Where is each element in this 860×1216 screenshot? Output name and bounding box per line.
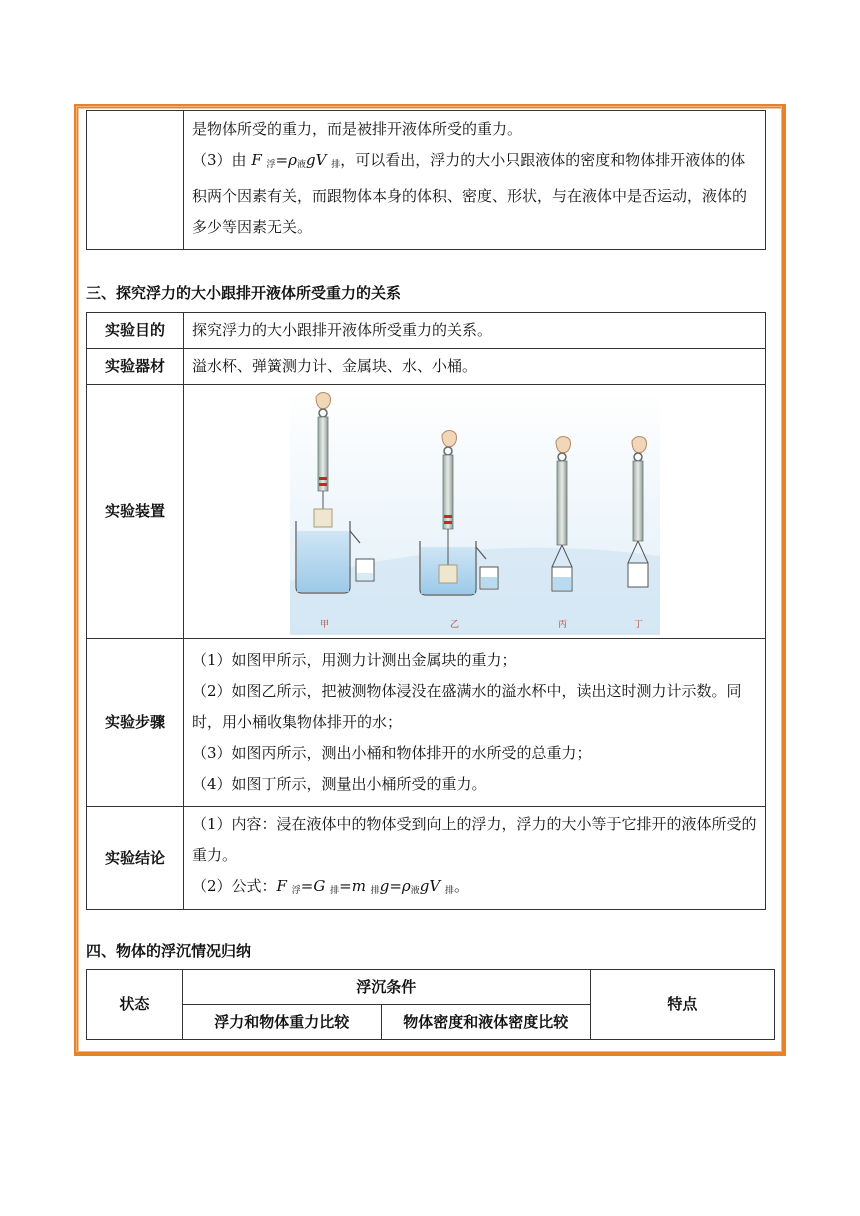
top-continuation-table <box>86 110 766 250</box>
hand-icon <box>442 430 457 447</box>
equipment-text: 溢水杯、弹簧测力计、金属块、水、小桶。 <box>184 349 766 385</box>
conclusion-label: 实验结论 <box>87 807 184 910</box>
state-header: 状态 <box>87 970 183 1040</box>
feature-header: 特点 <box>590 970 774 1040</box>
section4-heading: 四、物体的浮沉情况归纳 <box>86 942 252 960</box>
apparatus-illustration <box>290 391 660 635</box>
apparatus-label: 实验装置 <box>87 385 184 639</box>
purpose-label: 实验目的 <box>87 313 184 349</box>
float-sink-table <box>86 969 775 1040</box>
figure-label-jia: 甲 <box>319 619 329 630</box>
section3-heading: 三、探究浮力的大小跟排开液体所受重力的关系 <box>86 284 402 302</box>
step-2: （2）如图乙所示，把被测物体浸没在盛满水的溢水杯中，读出这时测力计示数。同时，用小桶收集物体排开的水； <box>192 682 742 731</box>
buoyancy-weight-header: 浮力和物体重力比较 <box>182 1005 381 1040</box>
equipment-label: 实验器材 <box>87 349 184 385</box>
continuation-line1: 是物体所受的重力，而是被排开液体所受的重力。 <box>192 119 523 138</box>
figure-label-bing: 丙 <box>557 619 567 630</box>
conclusion-content <box>184 807 766 910</box>
continuation-para3: （3）由 F $_浮=\rho_液gV$ $_排$，可以看出，浮力的大小只跟液体的密度和物体排开液体的体积两个因素有关，而跟物体本身的体积、密度、形状，与在液体中是否运动，液体的多少等因素无关。 <box>192 150 748 236</box>
step-1: （1）如图甲所示，用测力计测出金属块的重力； <box>192 651 517 669</box>
apparatus-figure-cell <box>184 385 766 639</box>
hand-icon <box>556 436 571 453</box>
steps-content <box>184 639 766 807</box>
conclusion-item1: （1）内容：浸在液体中的物体受到向上的浮力，浮力的大小等于它排开的液体所受的重力。 <box>192 815 757 864</box>
hand-icon <box>316 392 331 409</box>
step-4: （4）如图丁所示，测量出小桶所受的重力。 <box>192 775 487 793</box>
experiment-table <box>86 312 766 910</box>
purpose-text: 探究浮力的大小跟排开液体所受重力的关系。 <box>184 313 766 349</box>
conclusion-formula: （2）公式：F $_浮$=G $_排$=m $_排g=\rho_液gV$ $_排$。 <box>192 877 469 896</box>
density-compare-header: 物体密度和液体密度比较 <box>381 1005 590 1040</box>
step-3: （3）如图丙所示，测出小桶和物体排开的水所受的总重力； <box>192 744 592 762</box>
figure-label-yi: 乙 <box>449 619 459 630</box>
figure-label-ding: 丁 <box>633 619 643 630</box>
continuation-content <box>184 111 766 250</box>
empty-label-cell <box>87 111 184 250</box>
steps-label: 实验步骤 <box>87 639 184 807</box>
hand-icon <box>632 436 647 453</box>
condition-header: 浮沉条件 <box>182 970 590 1005</box>
